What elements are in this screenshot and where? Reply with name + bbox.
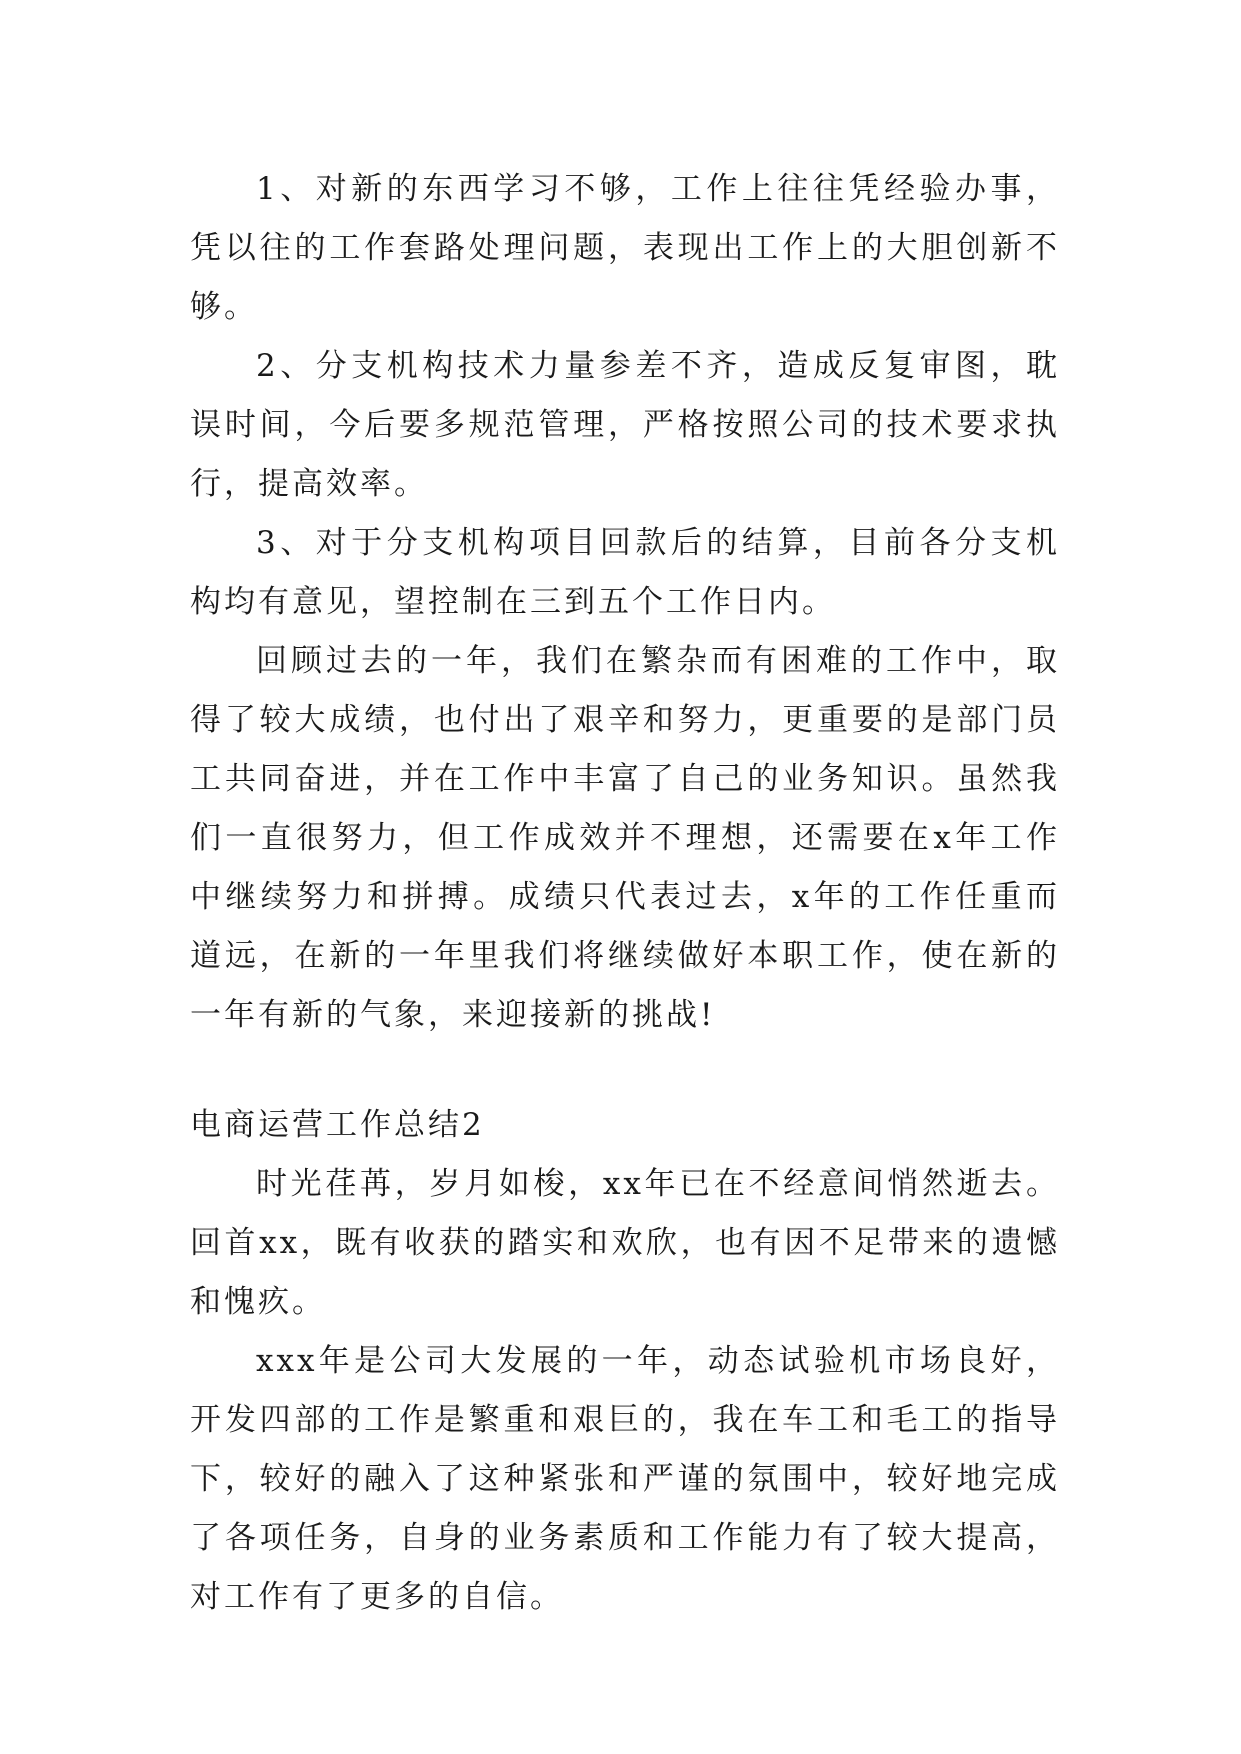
section-title: 电商运营工作总结2	[190, 1107, 485, 1143]
paragraph-item-1: 1、对新的东西学习不够，工作上往往凭经验办事，凭以往的工作套路处理问题，表现出工作上的大胆创新不够。	[190, 171, 1060, 325]
paragraph-intro: 时光荏苒，岁月如梭，xx年已在不经意间悄然逝去。回首xx，既有收获的踏实和欢欣，也有因不足带来的遗憾和愧疚。	[190, 1166, 1060, 1320]
paragraph-item-2: 2、分支机构技术力量参差不齐，造成反复审图，耽误时间，今后要多规范管理，严格按照公司的技术要求执行，提高效率。	[190, 348, 1060, 502]
paragraph-review: 回顾过去的一年，我们在繁杂而有困难的工作中，取得了较大成绩，也付出了艰辛和努力，更重要的是部门员工共同奋进，并在工作中丰富了自己的业务知识。虽然我们一直很努力，但工作成效并不理想，还需要在x年工作中继续努力和拼搏。成绩只代表过去，x年的工作任重而道远，在新的一年里我们将继续做好本职工作，使在新的一年有新的气象，来迎接新的挑战!	[190, 643, 1060, 1033]
document-body	[190, 160, 1060, 1627]
paragraph-development: xxx年是公司大发展的一年，动态试验机市场良好，开发四部的工作是繁重和艰巨的，我在车工和毛工的指导下，较好的融入了这种紧张和严谨的氛围中，较好地完成了各项任务，自身的业务素质和工作能力有了较大提高，对工作有了更多的自信。	[190, 1343, 1060, 1615]
paragraph-item-3: 3、对于分支机构项目回款后的结算，目前各分支机构均有意见，望控制在三到五个工作日内。	[190, 525, 1060, 620]
